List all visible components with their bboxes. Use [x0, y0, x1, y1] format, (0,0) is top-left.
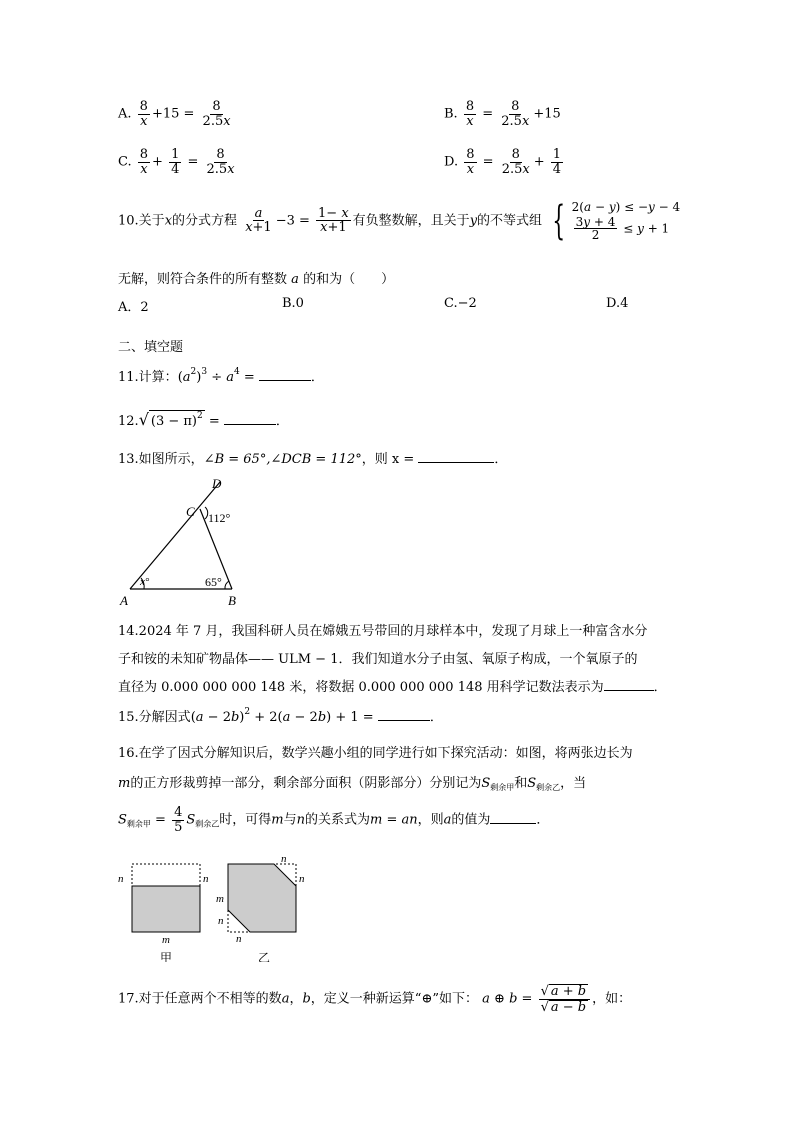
q14-line2: 子和铵的未知矿物晶体—— ULM − 1．我们知道水分子由氢、氧原子构成，一个氧原子的 — [118, 652, 638, 667]
svg-text:m: m — [162, 934, 170, 946]
q12: 12.√ $(3 - \pi)^2$ = ． — [118, 410, 289, 429]
angle-x: x° — [140, 576, 150, 588]
svg-text:n: n — [299, 873, 305, 885]
label-a: A — [120, 593, 128, 608]
q15: 15.分解因式$(a - 2b)^2 + 2(a - 2b) + 1$ = ． — [118, 707, 443, 725]
q13: 13.如图所示，∠B = 65°,∠DCB = 112°，则 x = ． — [118, 452, 508, 467]
q14-line1: 14.2024 年 7 月，我国科研人员在嫦娥五号带回的月球样本中，发现了月球上一种富含水分 — [118, 624, 648, 639]
label-b: B — [228, 593, 236, 608]
q10-opt-c: C.−2 — [444, 296, 477, 311]
section-title: 二、填空题 — [118, 340, 184, 355]
q9-option-c: C. $\frac{8}{x}$ + $\frac{1}{4}$ = $\frac{8}{2.5x}$ — [118, 147, 235, 177]
q17: 17.对于任意两个不相等的数a，b，定义一种新运算“⊕”如下： a ⊕ b = $\frac{√ a + b}{√ a - b}$ ，如： — [118, 984, 632, 1015]
angle-65: 65° — [205, 575, 222, 589]
svg-text:n: n — [118, 873, 124, 885]
q10-opt-d: D.4 — [606, 296, 629, 311]
angle-112: 112° — [208, 511, 231, 525]
q9-option-d: D. $\frac{8}{x}$ = $\frac{8}{2.5x}$ + $\frac{1}{4}$ — [444, 147, 562, 177]
q10-opt-b: B.0 — [282, 296, 304, 311]
q16-line2: m的正方形裁剪掉一部分，剩余部分面积（阴影部分）分别记为$S_{剩余甲}$和$S_{剩余乙}$，当 — [118, 776, 587, 792]
q14-line3: 直径为 0.000 000 000 148 米，将数据 0.000 000 000 148 用科学记数法表示为 ． — [118, 680, 667, 695]
q9-option-b: B. $\frac{8}{x}$ = $\frac{8}{2.5x}$ +15 — [444, 99, 561, 129]
q9-option-a: A. $\frac{8}{x}$ +15 = $\frac{8}{2.5x}$ — [118, 99, 231, 129]
q10-line2: 无解，则符合条件的所有整数 a 的和为（ ） — [118, 272, 395, 287]
label-d: D — [212, 476, 222, 491]
q16-line3: $S_{剩余甲}$ = $\frac{4}{5}$ $S_{剩余乙}$时，可得m与n的关系式为m = an，则a的值为 ． — [118, 805, 550, 835]
label-yi: 乙 — [258, 951, 271, 962]
label-jia: 甲 — [160, 951, 173, 962]
svg-text:n: n — [203, 873, 209, 885]
q10-line1: 10.关于x的分式方程 $\frac{a}{x+1}$ −3 = $\frac{1- x}{x+1}$ 有负整数解，且关于y的不等式组 { 2(a − y) ≤ −y − 4 $\frac{3y + 4}{2}$ ≤ y + 1 — [118, 197, 681, 244]
q10-opt-a: A．2 — [118, 300, 149, 315]
svg-text:n: n — [281, 853, 287, 865]
triangle-figure — [112, 474, 252, 609]
square-figures — [112, 852, 312, 962]
svg-text:n: n — [218, 915, 224, 927]
svg-text:n: n — [236, 933, 242, 945]
label-c: C — [186, 504, 195, 519]
q11: 11.计算：$(a^2)^3 \div a^4$ = ． — [118, 367, 324, 385]
q16-line1: 16.在学了因式分解知识后，数学兴趣小组的同学进行如下探究活动：如图，将两张边长为 — [118, 746, 633, 761]
svg-text:m: m — [216, 893, 224, 905]
